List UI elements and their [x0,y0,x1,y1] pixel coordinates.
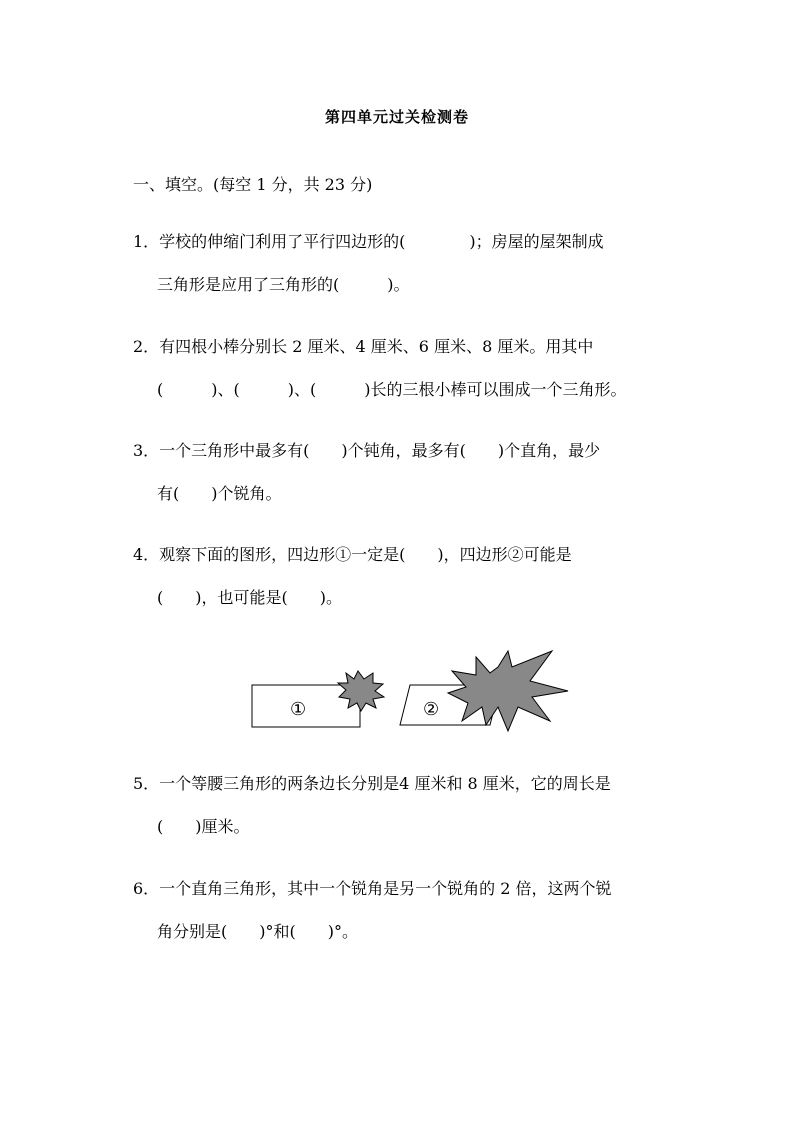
section-heading: 一、填空。(每空 1 分，共 23 分) [133,175,373,194]
question-3-line-1: 3．一个三角形中最多有( )个钝角，最多有( )个直角，最少 [133,441,601,460]
page-title: 第四单元过关检测卷 [324,108,469,126]
question-2-line-1: 2．有四根小棒分别长 2 厘米、4 厘米、6 厘米、8 厘米。用其中 [133,337,594,356]
quadrilateral-2-label: ② [423,699,440,720]
question-4-line-1: 4．观察下面的图形，四边形①一定是( )，四边形②可能是 [133,545,572,564]
question-1-line-1: 1．学校的伸缩门利用了平行四边形的( )；房屋的屋架制成 [133,232,604,251]
question-6-line-2: 角分别是( )°和( )°。 [157,922,358,941]
question-6-line-1: 6．一个直角三角形，其中一个锐角是另一个锐角的 2 倍，这两个锐 [133,879,612,898]
question-2-line-2: ( )、( )、( )长的三根小棒可以围成一个三角形。 [157,380,627,399]
question-4-line-2: ( )，也可能是( )。 [157,588,342,607]
question-1-line-2: 三角形是应用了三角形的( )。 [157,275,410,294]
question-3-line-2: 有( )个锐角。 [157,484,282,503]
question-5-line-1: 5．一个等腰三角形的两条边长分别是4 厘米和 8 厘米，它的周长是 [133,774,611,793]
quadrilateral-1-label: ① [290,699,307,720]
question-5-line-2: ( )厘米。 [157,817,250,836]
quadrilateral-figure [240,645,570,735]
